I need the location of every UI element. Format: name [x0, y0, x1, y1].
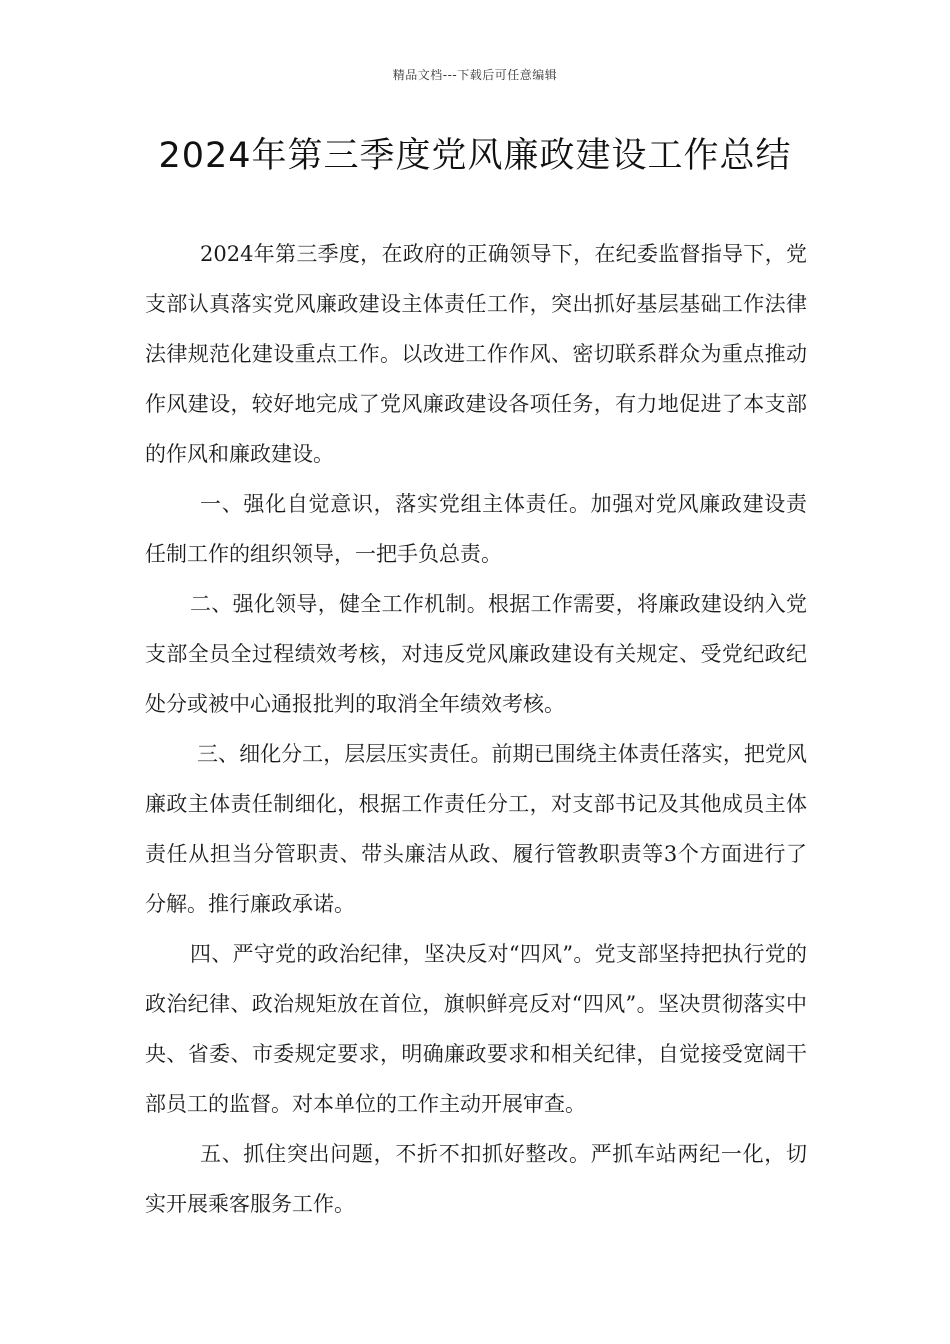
document-title: 2024年第三季度党风廉政建设工作总结 — [158, 136, 792, 176]
paragraph-section-1: 一、强化自觉意识，落实党组主体责任。加强对党风廉政建设责任制工作的组织领导，一把手负总责。 — [145, 492, 807, 566]
paragraph-section-5: 五、抓住突出问题，不折不扣抓好整改。严抓车站两纪一化，切实开展乘客服务工作。 — [145, 1142, 807, 1216]
document-body — [145, 229, 807, 1229]
paragraph-section-3: 三、细化分工，层层压实责任。前期已围绕主体责任落实，把党风廉政主体责任制细化，根据工作责任分工，对支部书记及其他成员主体责任从担当分管职责、带头廉洁从政、履行管教职责等3个方面进行了分解。推行廉政承诺。 — [145, 742, 807, 916]
paragraph-intro: 2024年第三季度，在政府的正确领导下，在纪委监督指导下，党支部认真落实党风廉政建设主体责任工作，突出抓好基层基础工作法律法律规范化建设重点工作。以改进工作作风、密切联系群众为重点推动作风建设，较好地完成了党风廉政建设各项任务，有力地促进了本支部的作风和廉政建设。 — [145, 242, 807, 466]
paragraph-section-4: 四、严守党的政治纪律，坚决反对“四风”。党支部坚持把执行党的政治纪律、政治规矩放在首位，旗帜鲜亮反对“四风”。坚决贯彻落实中央、省委、市委规定要求，明确廉政要求和相关纪律，自觉接受宽阔干部员工的监督。对本单位的工作主动开展审查。 — [145, 942, 807, 1116]
header-note: 精品文档---下载后可任意编辑 — [392, 68, 558, 82]
paragraph-section-2: 二、强化领导，健全工作机制。根据工作需要，将廉政建设纳入党支部全员全过程绩效考核，对违反党风廉政建设有关规定、受党纪政纪处分或被中心通报批判的取消全年绩效考核。 — [145, 592, 807, 716]
